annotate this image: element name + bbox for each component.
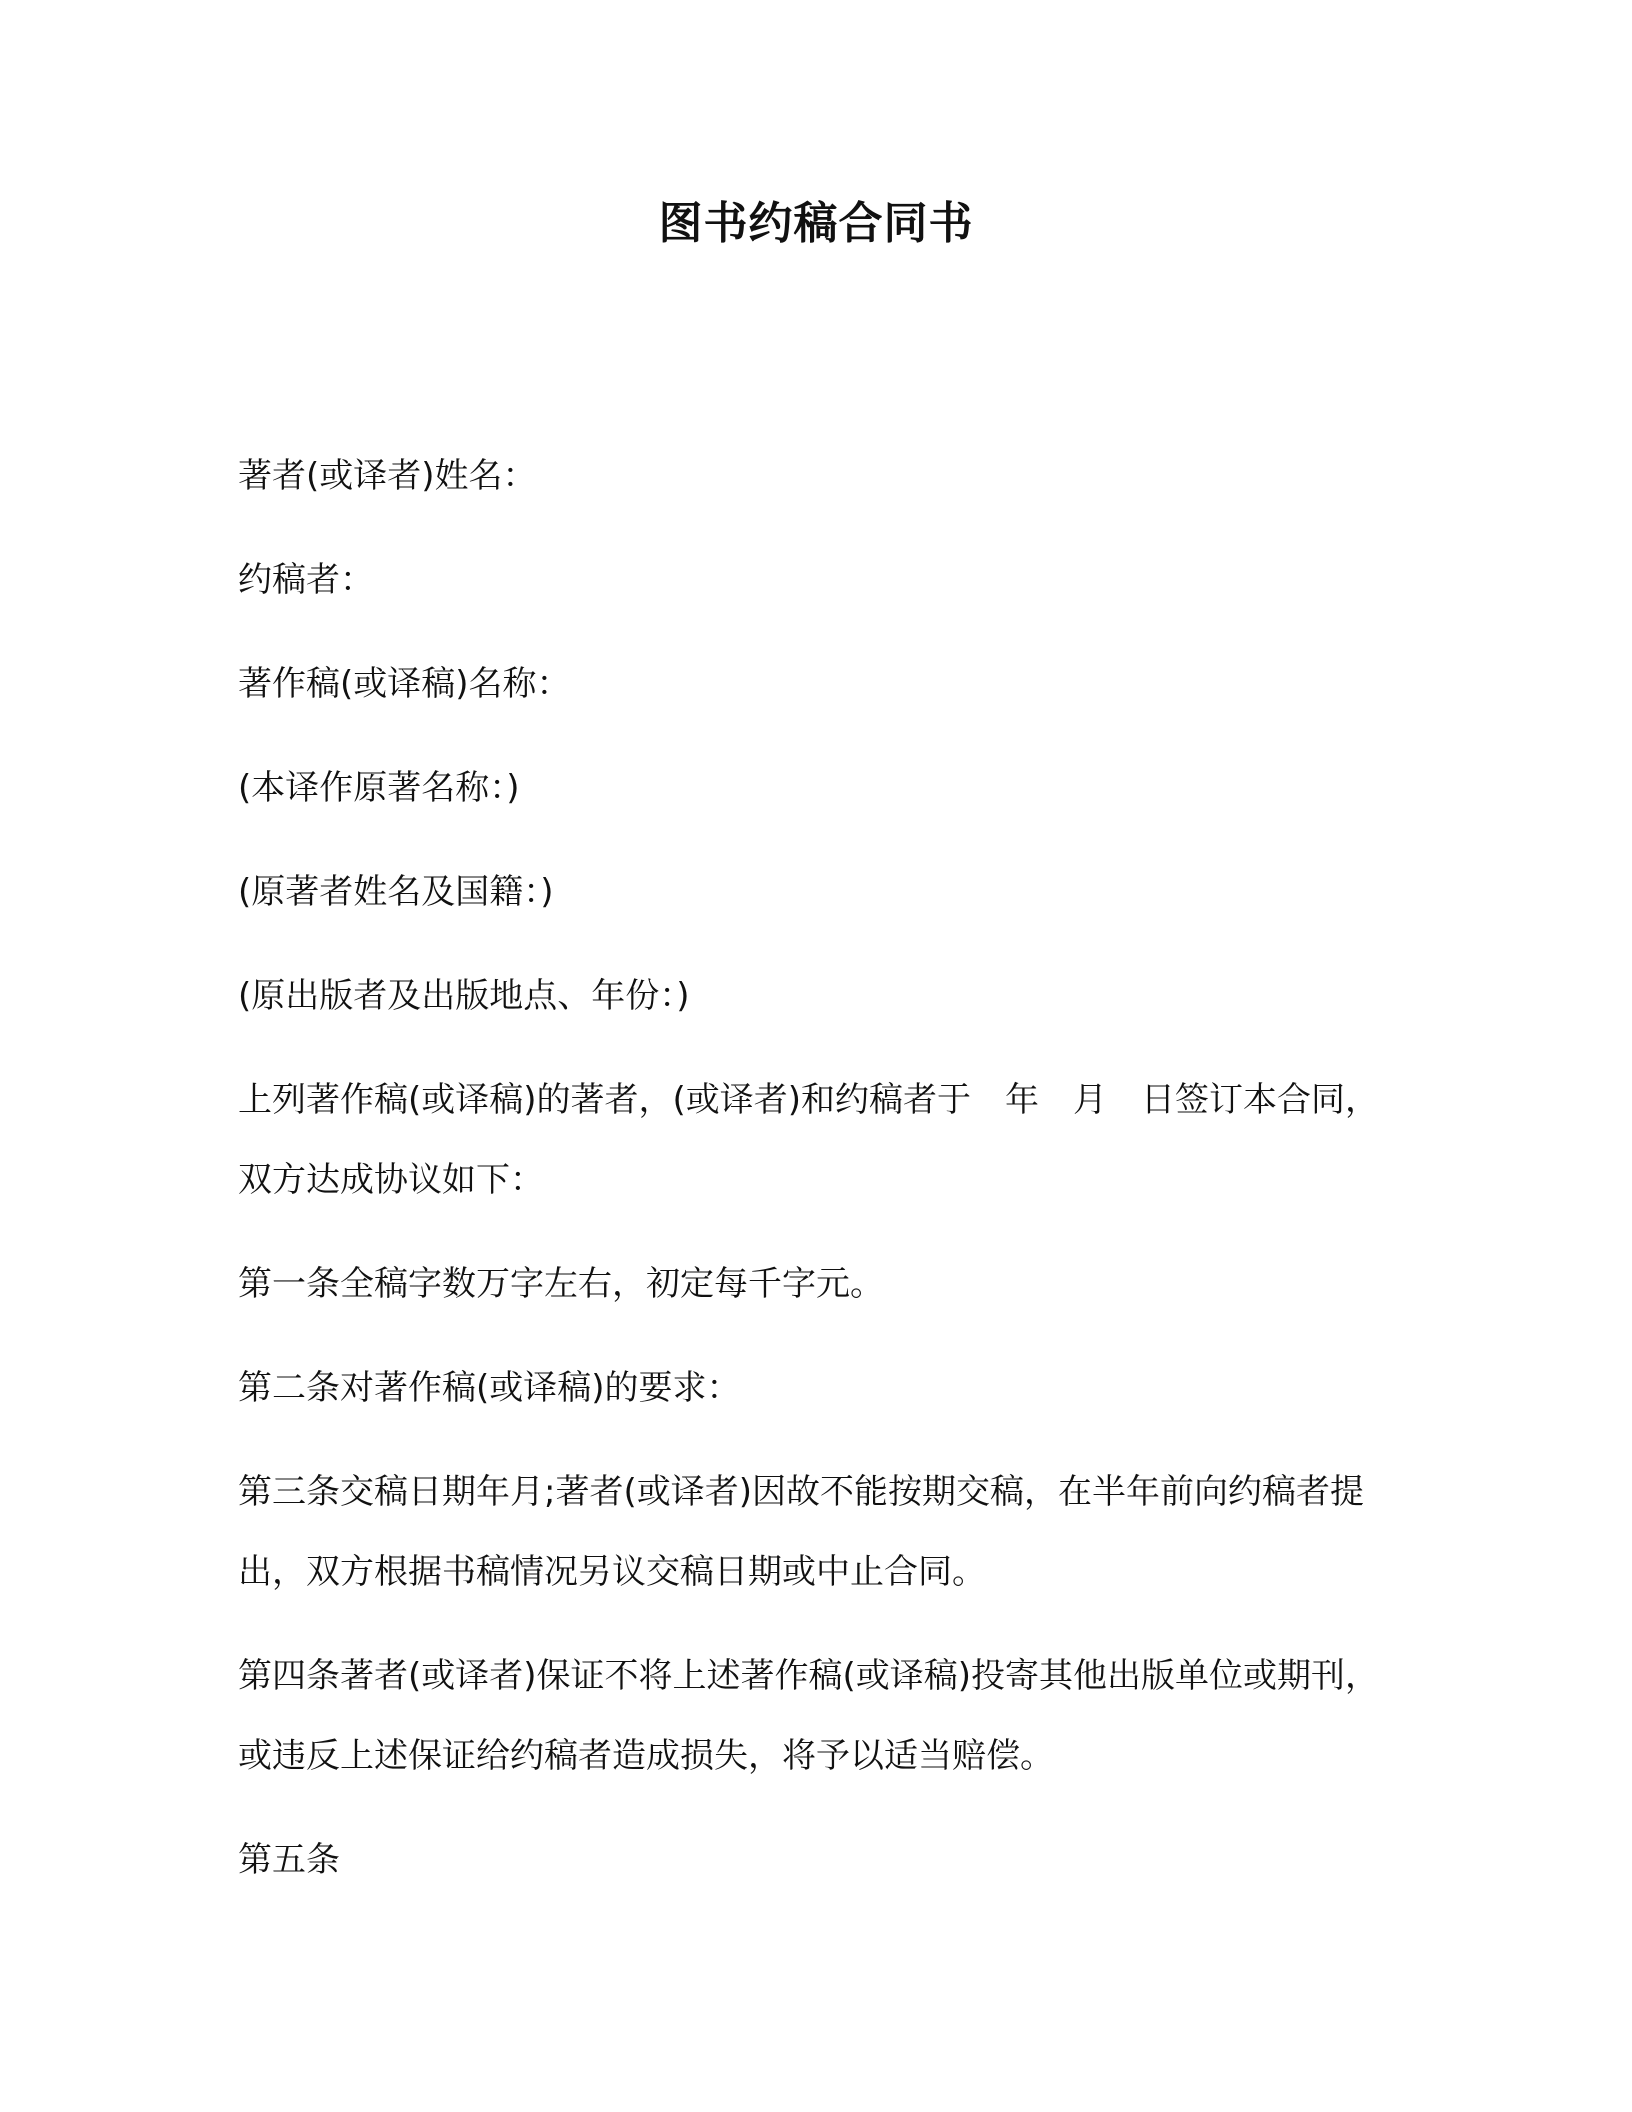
- article-4: 第四条著者(或译者)保证不将上述著作稿(或译稿)投寄其他出版单位或期刊，或违反上述保证给约稿者造成损失，将予以适当赔偿。: [238, 1656, 1380, 1776]
- manuscript-title-field: 著作稿(或译稿)名称：: [238, 664, 571, 704]
- article-5: 第五条: [238, 1840, 340, 1880]
- article-3: 第三条交稿日期年月;著者(或译者)因故不能按期交稿，在半年前向约稿者提出，双方根据书稿情况另议交稿日期或中止合同。: [238, 1472, 1364, 1592]
- author-name-field: 著者(或译者)姓名：: [238, 456, 537, 496]
- original-author-field: (原著者姓名及国籍：): [238, 872, 554, 912]
- agreement-preamble: 上列著作稿(或译稿)的著者，(或译者)和约稿者于 年 月 日签订本合同，双方达成协议如下：: [238, 1080, 1380, 1200]
- commissioner-field: 约稿者：: [238, 560, 374, 600]
- article-2: 第二条对著作稿(或译稿)的要求：: [238, 1368, 741, 1408]
- original-publisher-field: (原出版者及出版地点、年份：): [238, 976, 690, 1016]
- article-1: 第一条全稿字数万字左右，初定每千字元。: [238, 1264, 884, 1304]
- original-work-title-field: (本译作原著名称：): [238, 768, 520, 808]
- document-title: 图书约稿合同书: [658, 198, 974, 249]
- document-body: [238, 436, 1393, 1924]
